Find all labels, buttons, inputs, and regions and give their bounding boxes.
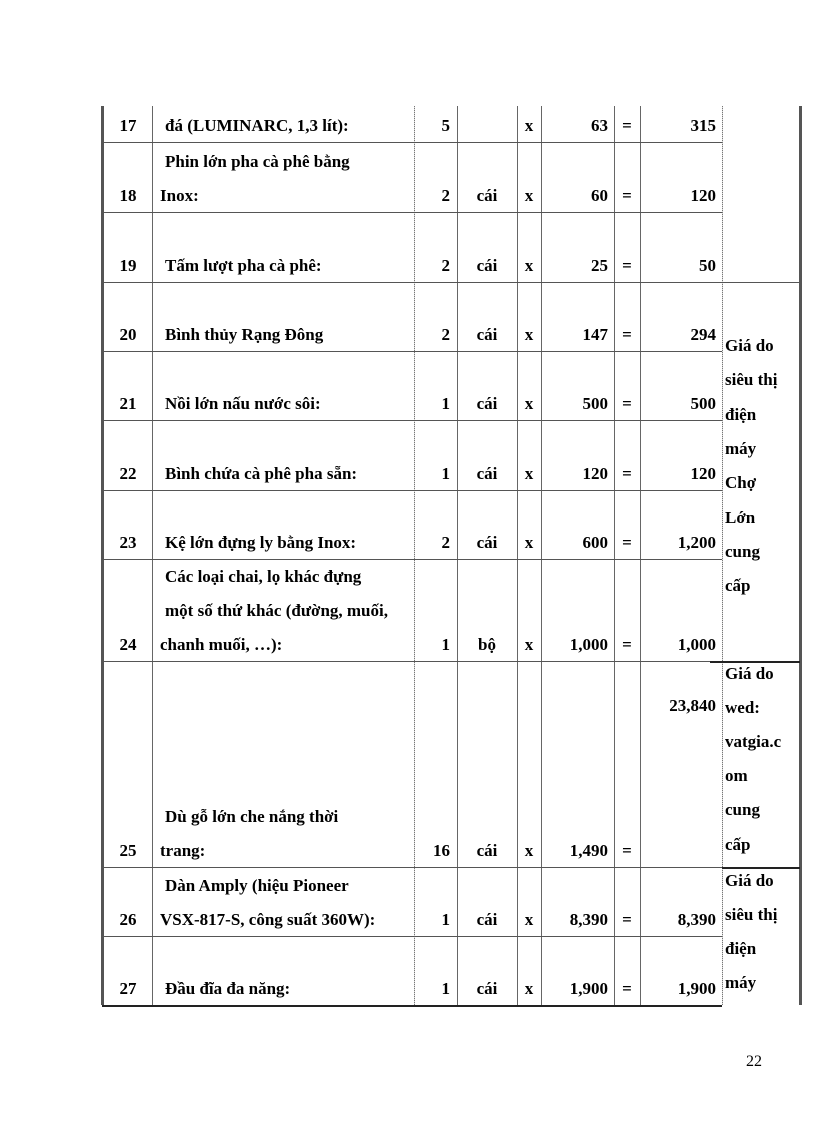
row-line <box>102 936 722 937</box>
item-description: trang: <box>160 841 206 860</box>
source-note: vatgia.c <box>725 732 782 751</box>
multiply-sign: x <box>524 635 534 654</box>
quantity: 16 <box>433 841 450 860</box>
source-note: Giá do <box>725 336 774 355</box>
multiply-sign: x <box>524 116 534 135</box>
item-description: Kệ lớn đựng ly bằng Inox: <box>165 533 357 552</box>
note-separator <box>710 282 800 283</box>
row-number: 23 <box>119 533 137 552</box>
unit-price: 25 <box>591 256 608 275</box>
source-note: cấp <box>725 576 751 595</box>
multiply-sign: x <box>524 910 534 929</box>
col-line-desc <box>414 106 415 1005</box>
source-note: cung <box>725 800 760 819</box>
multiply-sign: x <box>524 533 534 552</box>
row-number: 26 <box>119 910 137 929</box>
unit: cái <box>476 186 498 205</box>
multiply-sign: x <box>524 979 534 998</box>
quantity: 2 <box>441 533 450 552</box>
equals-sign: = <box>622 841 632 860</box>
item-description: Nồi lớn nấu nước sôi: <box>165 394 321 413</box>
multiply-sign: x <box>524 186 534 205</box>
row-number: 19 <box>119 256 137 275</box>
unit-price: 8,390 <box>569 910 608 929</box>
unit-price: 1,900 <box>569 979 608 998</box>
quantity: 2 <box>441 325 450 344</box>
item-description: Các loại chai, lọ khác đựng <box>165 567 362 586</box>
item-description: Dù gỗ lớn che nắng thời <box>165 807 339 826</box>
source-note: Giá do <box>725 871 774 890</box>
row-line <box>102 490 722 491</box>
row-line <box>102 1005 722 1007</box>
row-number: 27 <box>119 979 137 998</box>
quantity: 1 <box>441 910 450 929</box>
source-note: máy <box>725 439 757 458</box>
row-number: 22 <box>119 464 137 483</box>
unit: cái <box>476 979 498 998</box>
unit: cái <box>476 533 498 552</box>
multiply-sign: x <box>524 256 534 275</box>
row-line <box>102 867 722 868</box>
row-line <box>102 212 722 213</box>
quantity: 1 <box>441 394 450 413</box>
equals-sign: = <box>622 186 632 205</box>
item-description: Dàn Amply (hiệu Pioneer <box>165 876 349 895</box>
unit: cái <box>476 464 498 483</box>
multiply-sign: x <box>524 464 534 483</box>
col-line-x <box>541 106 542 1005</box>
unit: bộ <box>478 635 496 654</box>
unit-price: 500 <box>582 394 608 413</box>
row-number: 17 <box>119 116 137 135</box>
total-price: 1,000 <box>677 635 716 654</box>
unit-price: 63 <box>591 116 608 135</box>
unit-price: 60 <box>591 186 608 205</box>
note-separator <box>710 661 800 663</box>
total-price: 1,200 <box>677 533 716 552</box>
table-left-border <box>101 106 104 1005</box>
unit-price: 147 <box>582 325 608 344</box>
col-line-price <box>614 106 615 1005</box>
source-note: siêu thị <box>725 905 778 924</box>
col-line-total <box>722 106 723 1005</box>
equals-sign: = <box>622 910 632 929</box>
unit: cái <box>476 325 498 344</box>
row-number: 25 <box>119 841 137 860</box>
item-description: chanh muối, …): <box>160 635 283 654</box>
equals-sign: = <box>622 635 632 654</box>
row-number: 24 <box>119 635 137 654</box>
total-price: 120 <box>690 464 716 483</box>
equals-sign: = <box>622 533 632 552</box>
source-note: cung <box>725 542 760 561</box>
row-line <box>102 420 722 421</box>
quantity: 1 <box>441 979 450 998</box>
quantity: 1 <box>441 464 450 483</box>
col-line-unit <box>517 106 518 1005</box>
source-note: điện <box>725 939 757 958</box>
item-description: VSX-817-S, công suất 360W): <box>160 910 376 929</box>
col-line-qty <box>457 106 458 1005</box>
quantity: 2 <box>441 186 450 205</box>
equals-sign: = <box>622 394 632 413</box>
total-price: 1,900 <box>677 979 716 998</box>
item-description: đá (LUMINARC, 1,3 lít): <box>165 116 349 135</box>
row-line <box>102 559 722 560</box>
item-description: một số thứ khác (đường, muối, <box>165 601 388 620</box>
quantity: 1 <box>441 635 450 654</box>
total-price: 8,390 <box>677 910 716 929</box>
quantity: 2 <box>441 256 450 275</box>
source-note: Giá do <box>725 664 774 683</box>
total-price: 294 <box>690 325 716 344</box>
source-note: Lớn <box>725 508 756 527</box>
total-price: 23,840 <box>669 696 716 715</box>
total-price: 120 <box>690 186 716 205</box>
page-number: 22 <box>746 1053 762 1070</box>
source-note: điện <box>725 405 757 424</box>
equals-sign: = <box>622 256 632 275</box>
unit: cái <box>476 394 498 413</box>
row-line <box>102 661 722 662</box>
item-description: Inox: <box>160 186 199 205</box>
item-description: Tấm lượt pha cà phê: <box>165 256 322 275</box>
item-description: Đầu đĩa đa năng: <box>165 979 291 998</box>
item-description: Bình thủy Rạng Đông <box>165 325 324 344</box>
row-number: 20 <box>119 325 137 344</box>
row-number: 21 <box>119 394 137 413</box>
source-note: wed: <box>725 698 760 717</box>
col-line-eq <box>640 106 641 1005</box>
col-line-no <box>152 106 153 1005</box>
item-description: Phin lớn pha cà phê bằng <box>165 152 350 171</box>
equals-sign: = <box>622 325 632 344</box>
multiply-sign: x <box>524 325 534 344</box>
multiply-sign: x <box>524 394 534 413</box>
source-note: cấp <box>725 835 751 854</box>
quantity: 5 <box>441 116 450 135</box>
equals-sign: = <box>622 116 632 135</box>
source-note: om <box>725 766 748 785</box>
source-note: siêu thị <box>725 370 778 389</box>
source-note: Chợ <box>725 473 757 492</box>
total-price: 315 <box>690 116 716 135</box>
total-price: 50 <box>699 256 716 275</box>
row-line <box>102 142 722 143</box>
unit: cái <box>476 256 498 275</box>
source-note: máy <box>725 973 757 992</box>
equals-sign: = <box>622 464 632 483</box>
unit: cái <box>476 841 498 860</box>
unit-price: 120 <box>582 464 608 483</box>
unit: cái <box>476 910 498 929</box>
total-price: 500 <box>690 394 716 413</box>
row-line <box>102 351 722 352</box>
row-line <box>102 282 722 283</box>
unit-price: 600 <box>582 533 608 552</box>
row-number: 18 <box>119 186 137 205</box>
unit-price: 1,490 <box>569 841 608 860</box>
multiply-sign: x <box>524 841 534 860</box>
equals-sign: = <box>622 979 632 998</box>
unit-price: 1,000 <box>569 635 608 654</box>
note-separator <box>722 867 800 869</box>
item-description: Bình chứa cà phê pha sẵn: <box>165 464 358 483</box>
